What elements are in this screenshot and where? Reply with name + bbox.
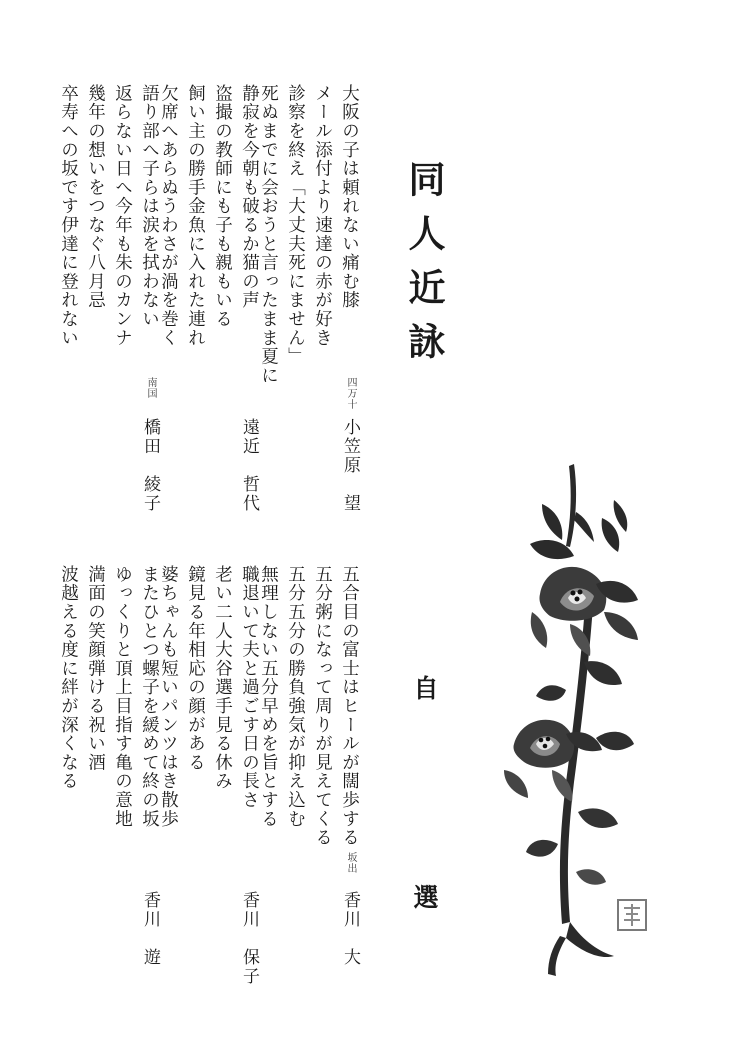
verse: 五分粥になって周りが見えてくる bbox=[312, 565, 333, 847]
author-place: 四万十 bbox=[345, 377, 356, 410]
flower-lower bbox=[504, 720, 602, 802]
verse: ゆっくりと頂上目指す亀の意地 bbox=[112, 565, 133, 829]
verse: 卒寿への坂です伊達に登れない bbox=[58, 84, 79, 348]
verse: 欠席へあらぬうわさが渦を巻く bbox=[158, 84, 179, 348]
verse: 幾年の想いをつなぐ八月忌 bbox=[85, 84, 106, 310]
author-name: 香川 大 bbox=[340, 891, 360, 967]
verse: 波越える度に絆が深くなる bbox=[58, 565, 79, 791]
author-name: 香川 遊 bbox=[140, 891, 160, 967]
verse: またひとつ螺子を緩めて終の坂 bbox=[139, 565, 160, 829]
verse: 大阪の子は頼れない痛む膝 bbox=[339, 84, 360, 310]
author-name: 橋田 綾子 bbox=[140, 418, 160, 513]
verse: 婆ちゃんも短いパンツはき散歩 bbox=[158, 565, 179, 829]
self-selection-label-bottom: 選 bbox=[410, 884, 439, 909]
verse: 無理しない五分早めを旨とする bbox=[258, 565, 279, 829]
verse: 返らない日へ今年も朱のカンナ bbox=[112, 84, 133, 348]
verse: 五合目の富士はヒールが闊歩する bbox=[339, 565, 360, 847]
self-selection-label-top: 自 bbox=[410, 675, 439, 700]
verse: 飼い主の勝手金魚に入れた連れ bbox=[185, 84, 206, 348]
author-place: 南国 bbox=[145, 377, 156, 399]
verse: 職退いて夫と過ごす日の長さ bbox=[239, 565, 260, 810]
author-place: 坂出 bbox=[345, 852, 356, 874]
artist-seal-stamp bbox=[618, 900, 646, 930]
verse: 静寂を今朝も破るか猫の声 bbox=[239, 84, 260, 310]
verse: 老い二人大谷選手見る休み bbox=[212, 565, 233, 791]
page-title: 同人近詠 bbox=[402, 160, 446, 376]
camellia-painting bbox=[474, 452, 664, 982]
verse: 五分五分の勝負強気が抑え込む bbox=[285, 565, 306, 829]
verse: 診察を終え「大丈夫死にません」 bbox=[285, 84, 306, 366]
flower-upper bbox=[531, 567, 638, 656]
verse: メール添付より速達の赤が好き bbox=[312, 84, 333, 348]
verse: 盗撮の教師にも子も親もいる bbox=[212, 84, 233, 329]
verse: 満面の笑顔弾ける祝い酒 bbox=[85, 565, 106, 772]
author-name: 遠近 哲代 bbox=[239, 418, 259, 513]
verse: 鏡見る年相応の顔がある bbox=[185, 565, 206, 772]
author-name: 香川 保子 bbox=[239, 891, 259, 986]
author-name: 小笠原 望 bbox=[340, 418, 360, 513]
verse: 語り部へ子らは涙を拭わない bbox=[139, 84, 160, 329]
verse: 死ぬまでに会おうと言ったまま夏に bbox=[258, 84, 279, 385]
